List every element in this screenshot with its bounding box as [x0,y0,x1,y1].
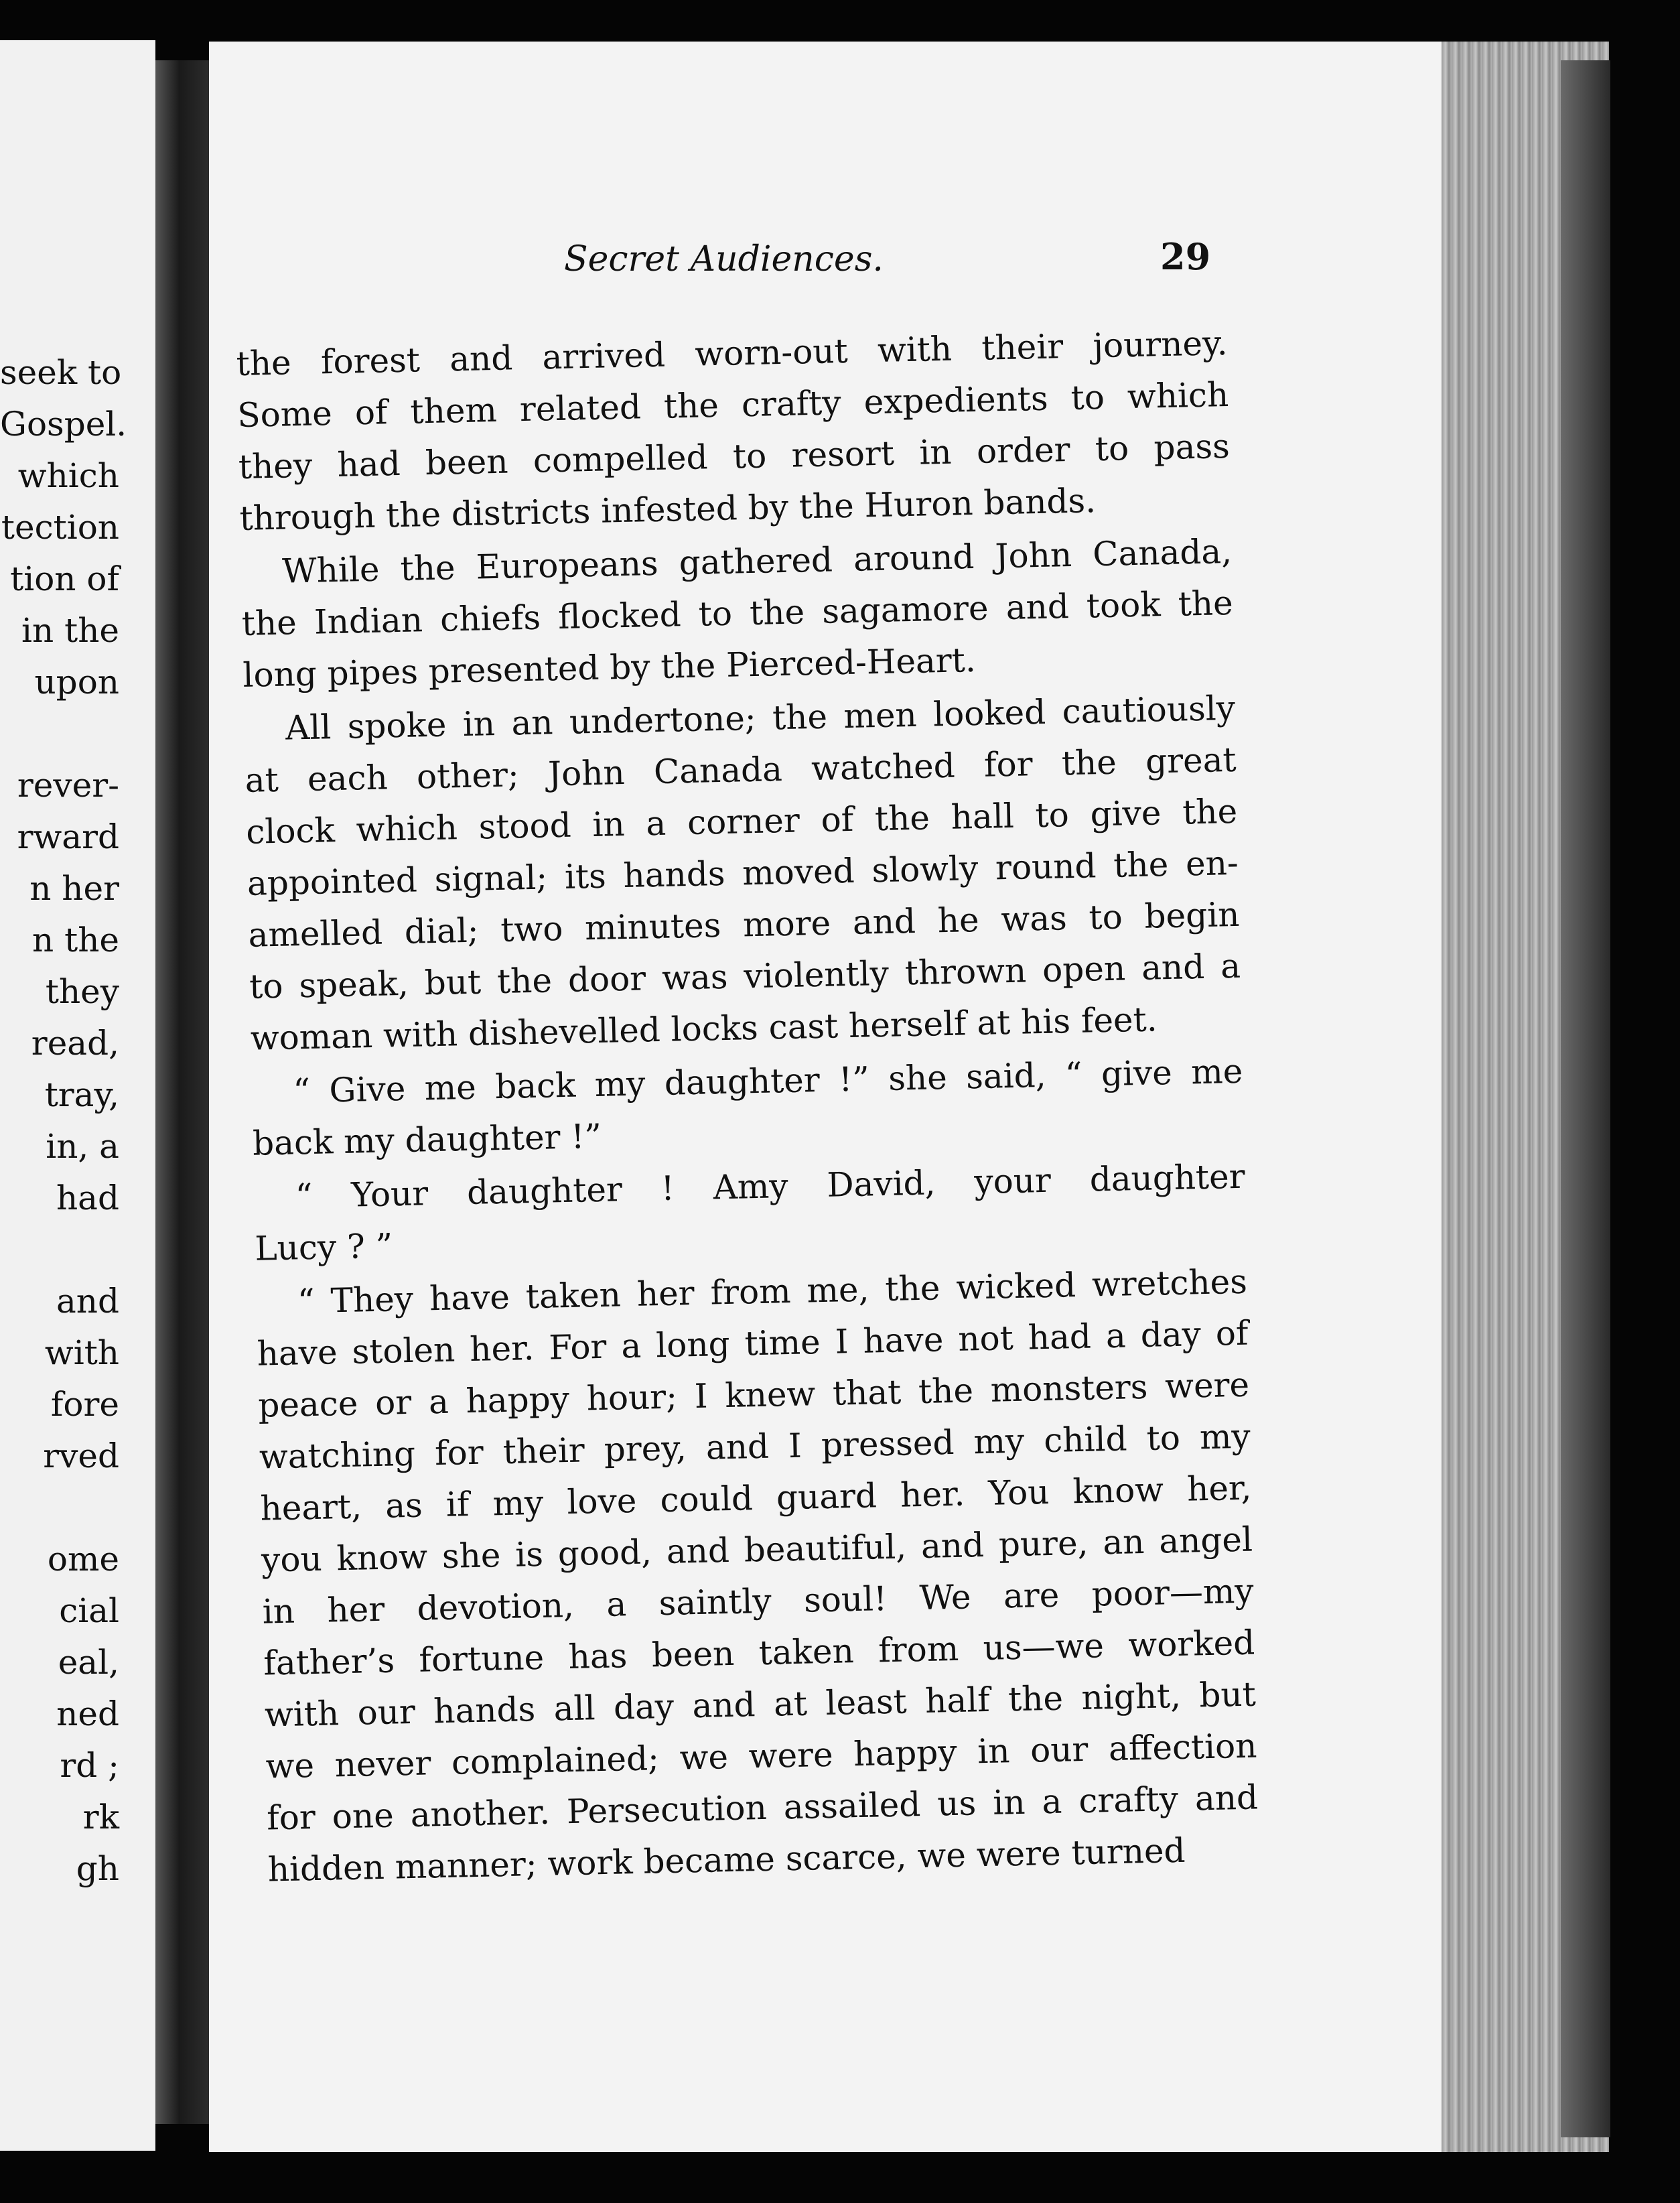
left-page-line: n her [29,869,119,908]
text-line: you know she is good, and beautiful, and pure, an angel [261,1520,1253,1580]
text-line: the forest and arrived worn-out with their journey. [236,324,1229,383]
left-page-text [0,347,155,1895]
text-line: peace or a happy hour; I knew that the monsters were [257,1365,1250,1425]
text-line: clock which stood in a corner of the hall to give the [245,791,1238,852]
right-page [209,42,1442,2152]
left-page-line: gh [76,1849,119,1888]
text-line: have stolen her. For a long time I have not had a day of [257,1313,1249,1374]
page-edges-shadow [1561,60,1610,2137]
left-facing-page [0,40,155,2151]
left-page-line: with [44,1333,119,1372]
text-line: long pipes presented by the Pierced-Heart. [242,640,977,695]
left-page-line: in, a [46,1127,119,1166]
paragraph [240,526,1235,702]
text-line: “ Your daughter ! Amy David, your daughter [295,1156,1246,1216]
text-line: to speak, but the door was violently thrown open and a [249,946,1241,1006]
left-page-line: read, [31,1024,119,1063]
left-page-line: seek to [0,353,122,392]
text-line: with our hands all day and at least half the night, but [264,1674,1257,1735]
text-line: appointed signal; its hands moved slowly round the en- [247,843,1239,903]
text-line: in her devotion, a saintly soul! We are poor—my [262,1571,1255,1631]
text-line: woman with dishevelled locks cast herself at his feet. [250,1000,1158,1058]
paragraph [243,683,1242,1065]
text-line: “ Give me back my daughter !” she said, “ give me [292,1051,1243,1111]
left-page-line [0,708,155,760]
left-page-line: tion of [10,559,119,598]
left-page-line: rved [43,1437,119,1475]
text-line: for one another. Persecution assailed us in a crafty and [266,1778,1259,1838]
text-line: they had been compelled to resort in order to pass [238,426,1231,486]
left-page-line: and [56,1282,119,1321]
left-page-line: rward [17,817,119,856]
book-gutter [155,60,209,2124]
left-page-line [0,1482,155,1534]
text-line: we never complained; we were happy in our affection [265,1726,1257,1786]
text-line: at each other; John Canada watched for the great [244,740,1237,800]
paragraph [255,1256,1259,1896]
left-page-line: which [17,456,119,495]
text-line: amelled dial; two minutes more and he was to begin [248,894,1240,955]
left-page-line: rk [82,1798,119,1837]
text-line: heart, as if my love could guard her. You know her, [259,1468,1252,1528]
left-page-line: cial [59,1591,119,1630]
paragraph [253,1151,1247,1275]
text-line: the Indian chiefs flocked to the sagamore and took the [241,583,1234,643]
left-page-line: eal, [58,1643,119,1682]
text-line: “ They have taken her from me, the wicked wretches [297,1262,1248,1321]
left-page-line: upon [34,663,119,702]
left-page-line: in the [21,611,119,650]
text-line: hidden manner; work became scarce, we were turned [267,1830,1186,1889]
left-page-line: fore [50,1385,119,1424]
left-page-line: rever- [17,766,119,805]
left-page-line: they [45,972,119,1011]
left-page-line: Gospel. [0,405,127,444]
paragraph [236,318,1231,545]
left-page-line [0,1224,155,1276]
page-number: 29 [1160,235,1211,278]
paragraph [251,1046,1245,1170]
running-head-title: Secret Audiences. [564,239,884,279]
text-line: All spoke in an undertone; the men looked cautiously [285,688,1236,748]
text-line: watching for their prey, and I pressed my child to my [259,1416,1251,1477]
text-line: While the Europeans gathered around John Canada, [281,531,1233,591]
text-line: Lucy ? ” [254,1226,393,1268]
left-page-line: had [56,1179,119,1217]
left-page-line: n the [32,921,119,959]
body-text [236,318,1259,1897]
left-page-line: ned [56,1694,119,1733]
left-page-line: tection [1,508,119,547]
running-head [209,235,1442,293]
left-page-line: tray, [44,1075,119,1114]
text-line: back my daughter !” [252,1116,602,1163]
text-line: Some of them related the crafty expedients to which [236,375,1229,435]
text-line: through the districts infested by the Huron bands. [239,481,1097,538]
text-line: father’s fortune has been taken from us—we worked [263,1623,1255,1683]
left-page-line: rd ; [60,1746,119,1785]
left-page-line: ome [47,1540,119,1579]
